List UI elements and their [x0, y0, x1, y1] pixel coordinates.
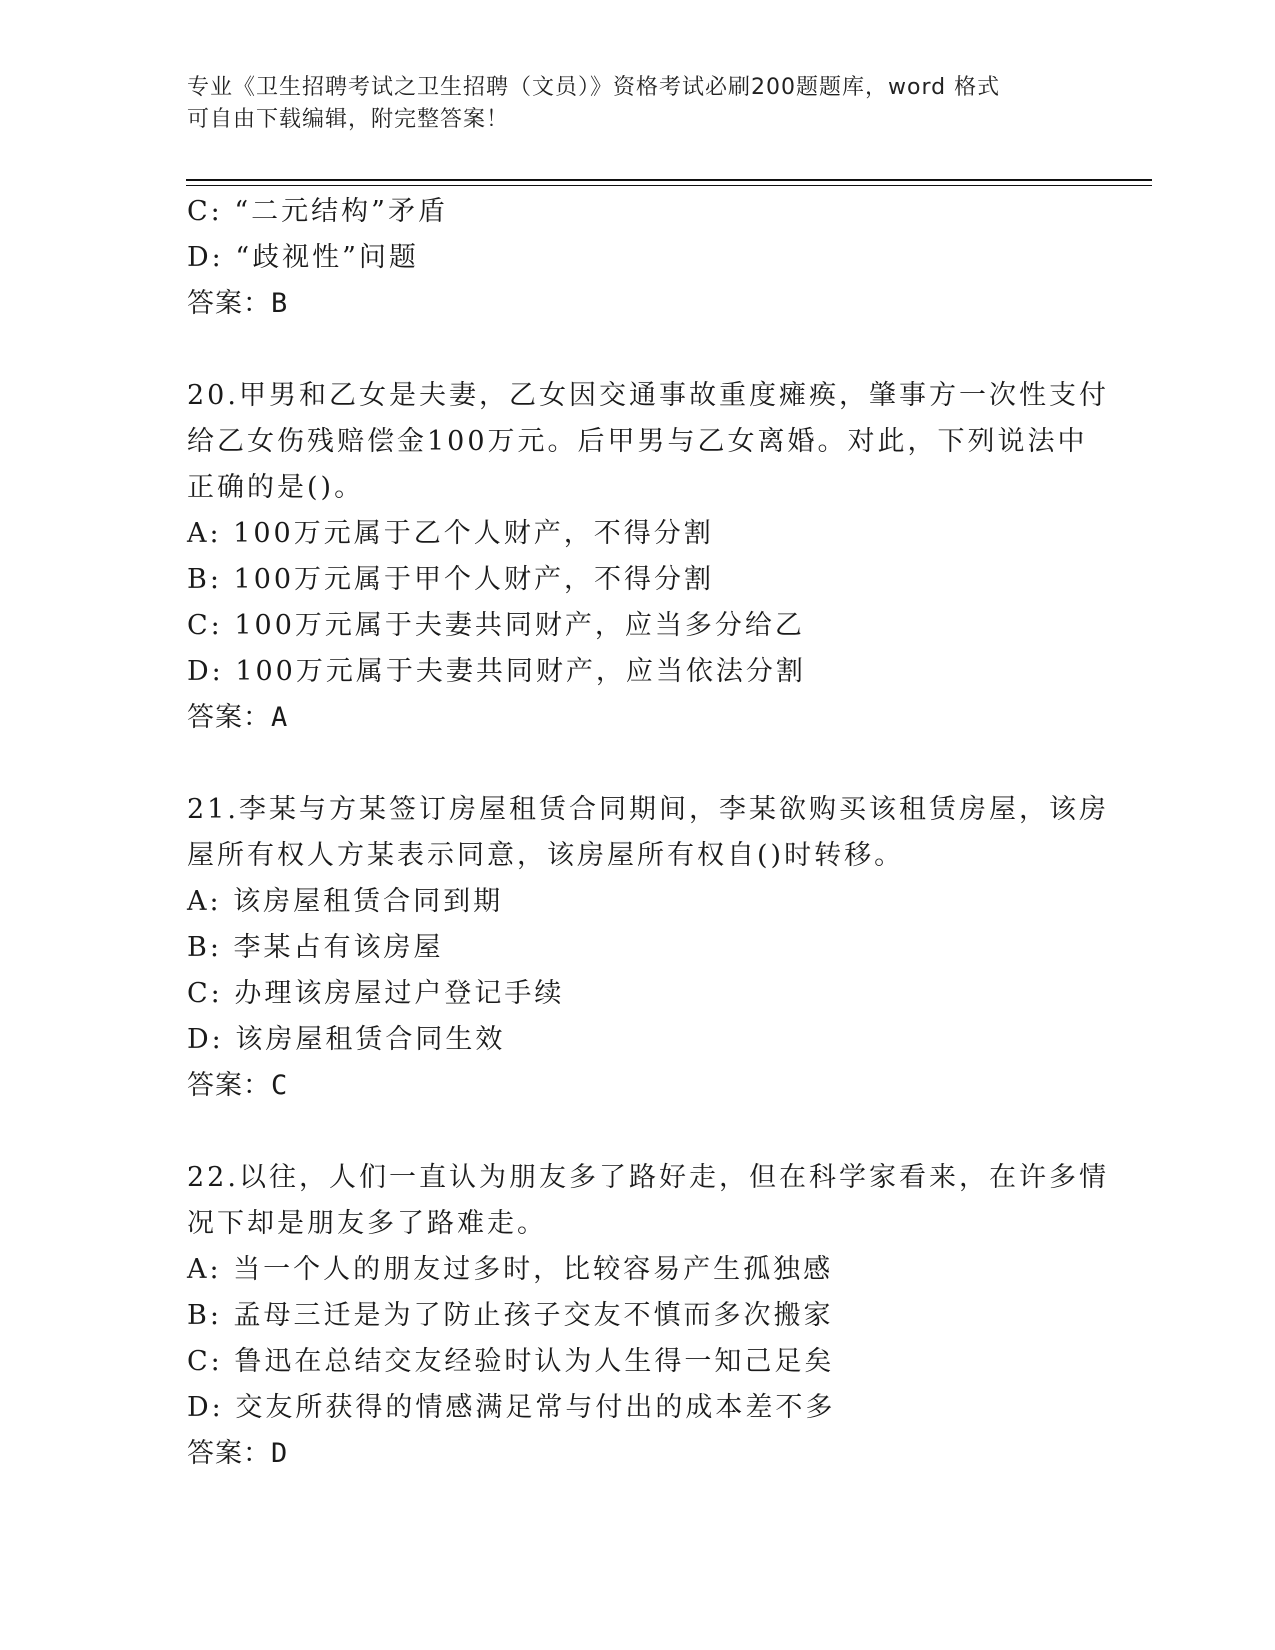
question-block-22	[187, 1155, 1109, 1477]
header-line-2: 可自由下载编辑，附完整答案！	[187, 107, 510, 132]
question-stem: 况下却是朋友多了路难走。	[187, 1208, 547, 1239]
option-b: B: 李某占有该房屋	[187, 932, 444, 963]
document-body	[187, 189, 1109, 1477]
question-stem: 正确的是()。	[187, 472, 365, 503]
answer-value: A	[271, 702, 289, 733]
answer-value: D	[271, 1438, 289, 1469]
option-a: A: 当一个人的朋友过多时，比较容易产生孤独感	[187, 1254, 834, 1285]
spacer	[187, 327, 1087, 373]
option-d: D: 交友所获得的情感满足常与付出的成本差不多	[187, 1392, 836, 1423]
question-stem: 21.李某与方某签订房屋租赁合同期间，李某欲购买该租赁房屋，该房	[187, 794, 1109, 825]
option-a: A: 该房屋租赁合同到期	[187, 886, 504, 917]
answer-line	[187, 281, 1087, 327]
prev-question-block	[187, 189, 1087, 327]
answer-line	[187, 695, 1087, 741]
header-rule-thick	[186, 179, 1152, 181]
option-b: B: 100万元属于甲个人财产，不得分割	[187, 564, 715, 595]
option-d: D: 100万元属于夫妻共同财产，应当依法分割	[187, 656, 806, 687]
question-stem: 20.甲男和乙女是夫妻，乙女因交通事故重度瘫痪，肇事方一次性支付	[187, 380, 1109, 411]
document-header	[187, 72, 1087, 136]
question-block-20	[187, 373, 1109, 741]
question-block-21	[187, 787, 1109, 1109]
header-rule-thin	[186, 185, 1152, 186]
option-c: C: 鲁迅在总结交友经验时认为人生得一知己足矣	[187, 1346, 835, 1377]
question-stem: 22.以往，人们一直认为朋友多了路好走，但在科学家看来，在许多情	[187, 1162, 1109, 1193]
spacer	[187, 741, 1087, 787]
option-d: D: “歧视性”问题	[187, 242, 419, 273]
option-d: D: 该房屋租赁合同生效	[187, 1024, 506, 1055]
header-line-1: 专业《卫生招聘考试之卫生招聘（文员）》资格考试必刷200题题库，word 格式	[187, 75, 1001, 100]
option-c: C: 100万元属于夫妻共同财产，应当多分给乙	[187, 610, 805, 641]
answer-line	[187, 1063, 1087, 1109]
answer-label: 答案：	[187, 1438, 271, 1469]
answer-label: 答案：	[187, 702, 271, 733]
spacer	[187, 1109, 1087, 1155]
option-a: A: 100万元属于乙个人财产，不得分割	[187, 518, 714, 549]
option-c: C: 办理该房屋过户登记手续	[187, 978, 565, 1009]
question-stem: 给乙女伤残赔偿金100万元。后甲男与乙女离婚。对此，下列说法中	[187, 426, 1088, 457]
answer-label: 答案：	[187, 1070, 271, 1101]
answer-value: C	[271, 1070, 289, 1101]
question-stem: 屋所有权人方某表示同意，该房屋所有权自()时转移。	[187, 840, 905, 871]
option-c: C: “二元结构”矛盾	[187, 196, 448, 227]
answer-line	[187, 1431, 1087, 1477]
answer-label: 答案：	[187, 288, 271, 319]
answer-value: B	[271, 288, 289, 319]
option-b: B: 孟母三迁是为了防止孩子交友不慎而多次搬家	[187, 1300, 834, 1331]
